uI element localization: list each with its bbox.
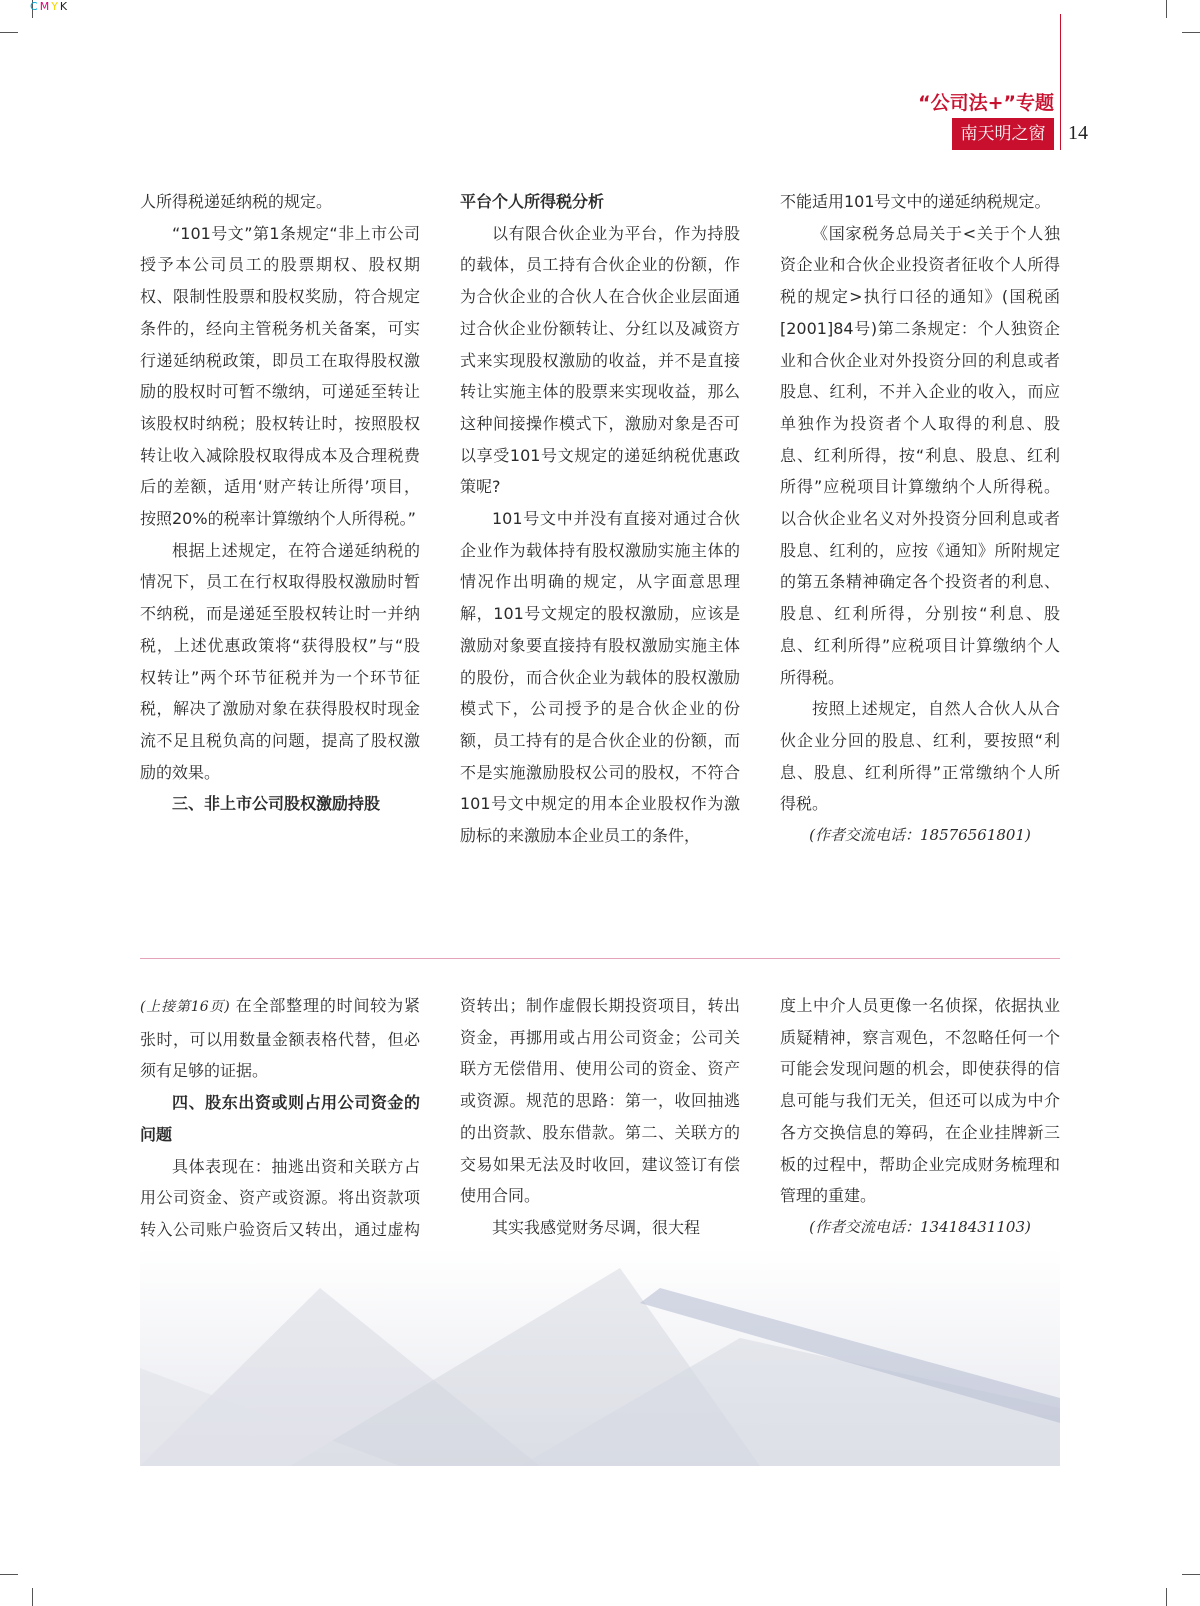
article-column-3 [780, 186, 1060, 852]
paragraph: “101号文”第1条规定“非上市公司授予本公司员工的股票期权、股权期权、限制性股票和股权奖励，符合规定条件的，经向主管税务机关备案，可实行递延纳税政策，即员工在取得股权激励的股权时可暂不缴纳，可递延至转让该股权时纳税；股权转让时，按照股权转让收入减除股权取得成本及合理税费后的差额，适用‘财产转让所得’项目，按照20%的税率计算缴纳个人所得税。” [140, 223, 420, 529]
crop-mark [0, 32, 18, 33]
decorative-background [140, 1248, 1060, 1466]
paragraph: 其实我感觉财务尽调，很大程 [492, 1217, 701, 1237]
paragraph [140, 990, 420, 1087]
paragraph: 根据上述规定，在符合递延纳税的情况下，员工在行权取得股权激励时暂不纳税，而是递延至股权转让时一并纳税，上述优惠政策将“获得股权”与“股权转让”两个环节征税并为一个环节征税，解决了激励对象在获得股权时现金流不足且税负高的问题，提高了股权激励的效果。 [140, 540, 420, 782]
crop-mark [0, 1574, 18, 1575]
article-column-1 [140, 186, 420, 820]
paragraph: 以有限合伙企业为平台，作为持股的载体，员工持有合伙企业的份额，作为合伙企业的合伙人在合伙企业层面通过合伙企业份额转让、分红以及减资方式来实现股权激励的收益，并不是直接转让实施主体的股票来实现收益，那么这种间接操作模式下，激励对象是否可以享受101号文规定的递延纳税优惠政策呢? [460, 223, 740, 497]
continued-note: (上接第16页) [140, 999, 230, 1015]
section-heading: 三、非上市公司股权激励持股 [172, 794, 381, 814]
cmyk-y: Y [51, 0, 60, 13]
paragraph: 按照上述规定，自然人合伙人从合伙企业分回的股息、红利，要按照“利息、股息、红利所得”正常缴纳个人所得税。 [780, 699, 1060, 814]
article-column-2 [460, 186, 740, 852]
paragraph: 具体表现在：抽逃出资和关联方占用公司资金、资产或资源。将出资款项转入公司账户验资后又转出，通过虚构 [140, 1156, 420, 1239]
section-heading: 四、股东出资或则占用公司资金的问题 [140, 1093, 420, 1144]
paragraph: 资转出；制作虚假长期投资项目，转出资金，再挪用或占用公司资金；公司关联方无偿借用、使用公司的资金、资产或资源。规范的思路：第一，收回抽逃的出资款、股东借款。第二、关联方的交易如果无法及时收回，建议签订有偿使用合同。 [460, 996, 740, 1206]
crop-mark [1166, 1588, 1167, 1606]
page-number: 14 [1068, 122, 1088, 144]
crop-mark [32, 1588, 33, 1606]
author-contact: (作者交流电话：13418431103) [809, 1217, 1031, 1236]
header-rule [1060, 14, 1061, 150]
paragraph-text: 在全部整理的时间较为紧张时，可以用数量金额表格代替，但必须有足够的证据。 [140, 996, 420, 1081]
paragraph: 度上中介人员更像一名侦探，依据执业质疑精神，察言观色，不忽略任何一个可能会发现问题的机会，即使获得的信息可能与我们无关，但还可以成为中介各方交换信息的筹码，在企业挂牌新三板的过程中，帮助企业完成财务梳理和管理的重建。 [780, 996, 1060, 1206]
paragraph: 《国家税务总局关于<关于个人独资企业和合伙企业投资者征收个人所得税的规定>执行口径的通知》(国税函[2001]84号)第二条规定：个人独资企业和合伙企业对外投资分回的利息或者股息、红利，不并入企业的收入，而应单独作为投资者个人取得的利息、股息、红利所得，按“利息、股息、红利所得”应税项目计算缴纳个人所得税。以合伙企业名义对外投资分回利息或者股息、红利的，应按《通知》所附规定的第五条精神确定各个投资者的利息、股息、红利所得，分别按“利息、股息、红利所得”应税项目计算缴纳个人所得税。 [780, 223, 1060, 687]
article-column-3 [780, 990, 1060, 1244]
topic-title: “公司法+”专题 [918, 92, 1054, 114]
article-column-2 [460, 990, 740, 1244]
paragraph: 101号文中并没有直接对通过合伙企业作为载体持有股权激励实施主体的情况作出明确的规定，从字面意思理解，101号文规定的股权激励，应该是激励对象要直接持有股权激励实施主体的股份，而合伙企业为载体的股权激励模式下，公司授予的是合伙企业的份额，员工持有的是合伙企业的份额，而不是实施激励股权公司的股权，不符合101号文中规定的用本企业股权作为激励标的来激励本企业员工的条件， [460, 509, 740, 846]
paragraph: 不能适用101号文中的递延纳税规定。 [780, 192, 1051, 211]
article-divider [140, 958, 1060, 959]
cmyk-c: C [30, 0, 40, 13]
paragraph: 人所得税递延纳税的规定。 [140, 192, 333, 211]
cmyk-registration-strip [30, 0, 69, 14]
cmyk-m: M [39, 0, 52, 13]
crop-mark [1166, 0, 1167, 18]
section-label: 南天明之窗 [952, 118, 1054, 150]
section-heading: 平台个人所得税分析 [460, 192, 605, 211]
crop-mark [1182, 1574, 1200, 1575]
author-contact: (作者交流电话：18576561801) [809, 826, 1031, 845]
article-column-1 [140, 990, 420, 1277]
cmyk-k: K [59, 0, 70, 13]
crop-mark [1182, 32, 1200, 33]
